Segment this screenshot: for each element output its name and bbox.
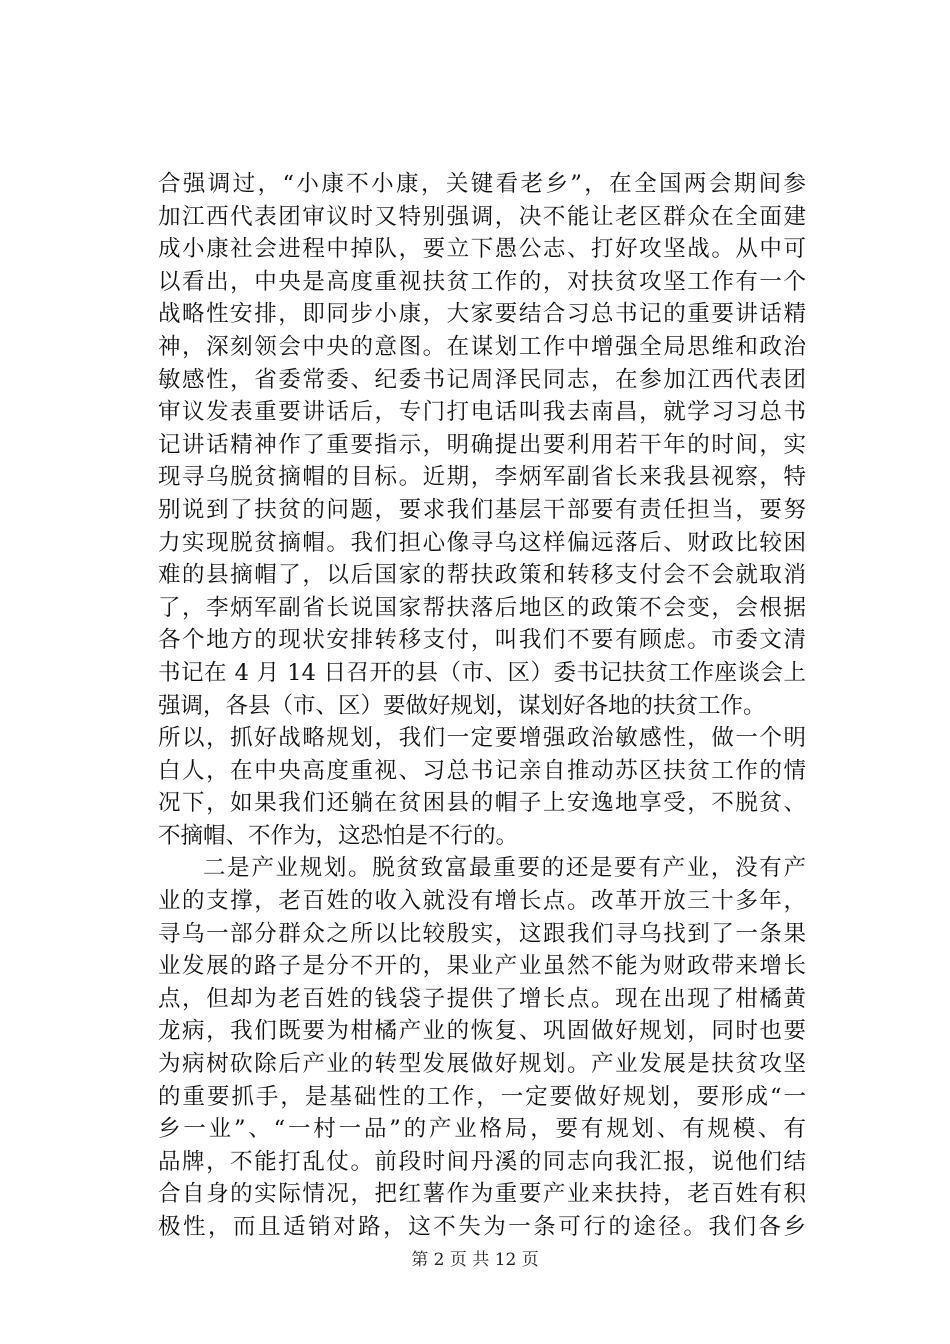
- text-line: 神，深刻领会中央的意图。在谋划工作中增强全局思维和政治: [158, 333, 806, 360]
- text-line: 点，但却为老百姓的钱袋子提供了增长点。现在出现了柑橘黄: [158, 985, 806, 1012]
- text-line: 白人，在中央高度重视、习总书记亲自推动苏区扶贫工作的情: [158, 757, 806, 784]
- page-number-footer: 第 2 页 共 12 页: [411, 1250, 539, 1270]
- text-line: 合自身的实际情况，把红薯作为重要产业来扶持，老百姓有积: [158, 1181, 806, 1208]
- text-line: 强调，各县（市、区）要做好规划，谋划好各地的扶贫工作。: [158, 692, 766, 719]
- text-line: 合强调过，“小康不小康，关键看老乡”，在全国两会期间参: [158, 171, 806, 197]
- text-line: 业的支撑，老百姓的收入就没有增长点。改革开放三十多年，: [158, 888, 806, 915]
- text-line: 所以，抓好战略规划，我们一定要增强政治敏感性，做一个明: [158, 725, 806, 752]
- text-line: 寻乌一部分群众之所以比较殷实，这跟我们寻乌找到了一条果: [158, 920, 806, 947]
- text-line: 况下，如果我们还躺在贫困县的帽子上安逸地享受，不脱贫、: [158, 790, 806, 817]
- text-line: 二是产业规划。脱贫致富最重要的还是要有产业，没有产: [203, 855, 806, 882]
- text-line: 龙病，我们既要为柑橘产业的恢复、巩固做好规划，同时也要: [158, 1018, 806, 1045]
- text-line: 了，李炳军副省长说国家帮扶落后地区的政策不会变，会根据: [158, 594, 806, 621]
- text-line: 品牌，不能打乱仗。前段时间丹溪的同志向我汇报，说他们结: [158, 1148, 806, 1175]
- text-line: 书记在 4 月 14 日召开的县（市、区）委书记扶贫工作座谈会上: [158, 659, 806, 686]
- text-line: 为病树砍除后产业的转型发展做好规划。产业发展是扶贫攻坚: [158, 1051, 806, 1078]
- text-line: 以看出，中央是高度重视扶贫工作的，对扶贫攻坚工作有一个: [158, 268, 806, 295]
- text-line: 加江西代表团审议时又特别强调，决不能让老区群众在全面建: [158, 203, 806, 230]
- text-line: 业发展的路子是分不开的，果业产业虽然不能为财政带来增长: [158, 953, 806, 980]
- text-line: 各个地方的现状安排转移支付，叫我们不要有顾虑。市委文清: [158, 627, 806, 654]
- text-line: 难的县摘帽了，以后国家的帮扶政策和转移支付会不会就取消: [158, 562, 806, 589]
- text-line: 成小康社会进程中掉队，要立下愚公志、打好攻坚战。从中可: [158, 236, 806, 263]
- text-line: 乡一业”、“一村一品”的产业格局，要有规划、有规模、有: [158, 1116, 806, 1143]
- text-line: 极性，而且适销对路，这不失为一条可行的途径。我们各乡: [158, 1214, 806, 1240]
- text-line: 审议发表重要讲话后，专门打电话叫我去南昌，就学习习总书: [158, 399, 806, 426]
- text-line: 的重要抓手，是基础性的工作，一定要做好规划，要形成“一: [158, 1083, 806, 1110]
- text-line: 敏感性，省委常委、纪委书记周泽民同志，在参加江西代表团: [158, 366, 806, 393]
- text-line: 战略性安排，即同步小康，大家要结合习总书记的重要讲话精: [158, 301, 806, 328]
- text-line: 不摘帽、不作为，这恐怕是不行的。: [158, 822, 519, 849]
- text-line: 力实现脱贫摘帽。我们担心像寻乌这样偏远落后、财政比较困: [158, 529, 806, 556]
- text-line: 别说到了扶贫的问题，要求我们基层干部要有责任担当，要努: [158, 496, 806, 523]
- body-text: [158, 168, 806, 1244]
- text-line: 现寻乌脱贫摘帽的目标。近期，李炳军副省长来我县视察，特: [158, 464, 806, 491]
- text-line: 记讲话精神作了重要指示，明确提出要利用若干年的时间，实: [158, 431, 806, 458]
